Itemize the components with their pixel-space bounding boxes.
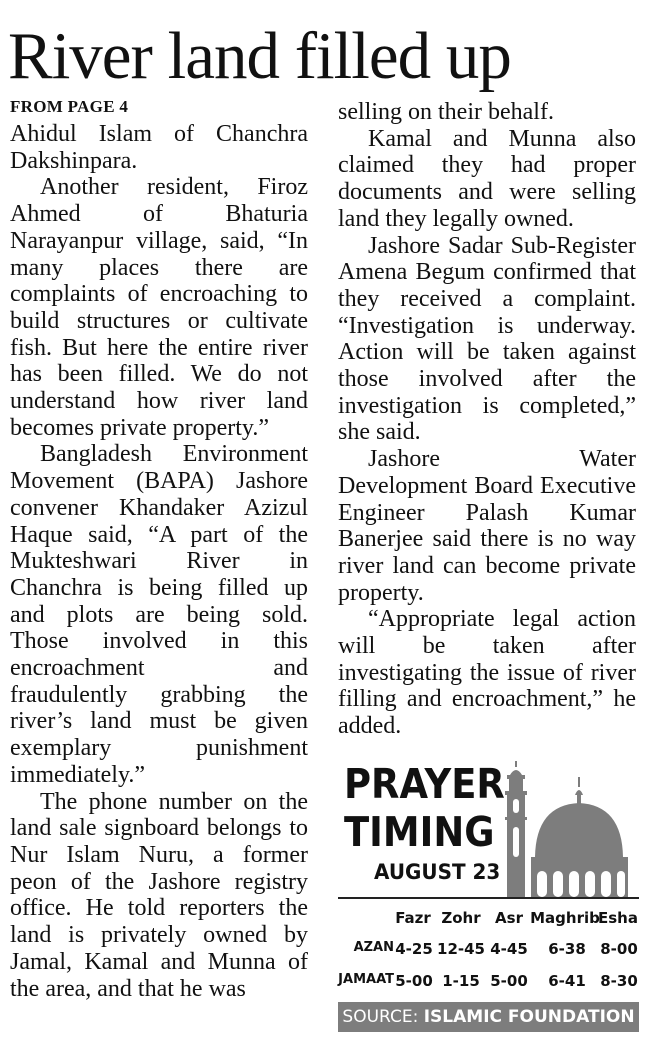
- paragraph: Jashore Water Development Board Executive Engineer Palash Kumar Banerjee said there is no way river land can become private property.: [338, 446, 636, 606]
- time-cell: 4-25: [395, 940, 433, 958]
- article-column-right: [338, 99, 636, 740]
- column-header: Maghrib: [530, 909, 600, 927]
- paragraph: “Appropriate legal action will be taken after investigating the issue of river filling and encroachment,” he added.: [338, 606, 636, 740]
- paragraph: Another resident, Firoz Ahmed of Bhaturia Narayanpur village, said, “In many places there are complaints of encroaching to build structures or cultivate fish. But here the entire river has been filled. We do not understand how river land becomes private property.”: [10, 174, 308, 441]
- column-header: Zohr: [441, 909, 481, 927]
- prayer-date: AUGUST 23: [374, 860, 501, 884]
- time-cell: 5-00: [490, 972, 528, 990]
- time-cell: 8-00: [600, 940, 638, 958]
- time-cell: 5-00: [395, 972, 433, 990]
- column-header: Esha: [598, 909, 638, 927]
- source-name: ISLAMIC FOUNDATION: [423, 1007, 635, 1027]
- kicker: FROM PAGE 4: [10, 97, 129, 116]
- time-cell: 6-41: [548, 972, 586, 990]
- time-cell: 1-15: [442, 972, 480, 990]
- column-header: Fazr: [395, 909, 431, 927]
- time-cell: 8-30: [600, 972, 638, 990]
- table-row-azan: [338, 940, 639, 962]
- source-label: SOURCE:: [342, 1007, 424, 1027]
- row-label: JAMAAT: [338, 972, 394, 987]
- headline: River land filled up: [8, 19, 511, 93]
- prayer-divider: [338, 897, 639, 899]
- prayer-title-line2: TIMING: [344, 808, 495, 856]
- row-label: AZAN: [353, 940, 394, 955]
- paragraph: Jashore Sadar Sub-Register Amena Begum confirmed that they received a complaint. “Investigation is underway. Action will be taken against those involved after the investigation is completed,” she said.: [338, 232, 636, 446]
- time-cell: 4-45: [490, 940, 528, 958]
- article-column-left: [10, 96, 308, 1002]
- table-header-row: [338, 909, 639, 931]
- paragraph: Ahidul Islam of Chanchra Dakshinpara.: [10, 121, 308, 174]
- paragraph: Bangladesh Environment Movement (BAPA) Jashore convener Khandaker Azizul Haque said, “A part of the Mukteshwari River in Chanchra is being filled up and plots are being sold. Those involved in this encroachment and fraudulently grabbing the river’s land must be given exemplary punishment immediately.”: [10, 441, 308, 788]
- prayer-title-line1: PRAYER: [344, 760, 505, 808]
- paragraph: The phone number on the land sale signboard belongs to Nur Islam Nuru, a former peon of the Jashore registry office. He told reporters the land is privately owned by Jamal, Kamal and Munna of the area, and that he was: [10, 788, 308, 1002]
- column-header: Asr: [495, 909, 523, 927]
- paragraph: Kamal and Munna also claimed they had proper documents and were selling land they legally owned.: [338, 125, 636, 232]
- prayer-timing-box: [338, 757, 639, 1039]
- time-cell: 12-45: [437, 940, 485, 958]
- paragraph: selling on their behalf.: [338, 99, 554, 125]
- time-cell: 6-38: [548, 940, 586, 958]
- table-row-jamaat: [338, 972, 639, 994]
- mosque-icon: [496, 757, 639, 897]
- source-bar: [338, 1002, 639, 1032]
